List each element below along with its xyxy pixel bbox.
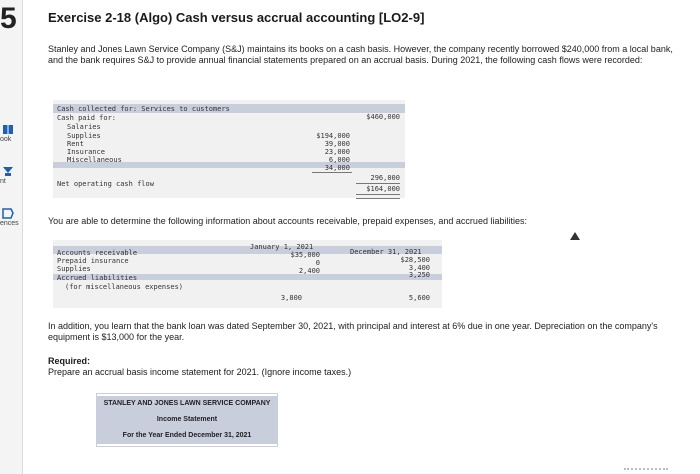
net-cash-value: $164,000 <box>366 185 400 193</box>
balance-jan: 0 <box>315 259 320 267</box>
cash-collected-label: Cash collected for: Services to customers <box>57 105 230 113</box>
balance-label: Supplies <box>57 265 91 273</box>
required-heading: Required: <box>48 356 91 366</box>
income-statement-header <box>96 393 278 447</box>
references-icon <box>2 208 14 219</box>
sidebar-item-label: ook <box>0 136 12 143</box>
exercise-title: Exercise 2-18 (Algo) Cash versus accrual accounting [LO2-9] <box>48 10 425 25</box>
net-cash-label: Net operating cash flow <box>57 180 154 188</box>
total-rule <box>356 183 400 184</box>
page-number: 5 <box>0 2 17 35</box>
expense-value: $194,000 <box>316 132 350 140</box>
subtotal-rule <box>312 172 352 173</box>
balance-dec: 3,400 <box>408 264 430 272</box>
expense-label: Rent <box>67 140 84 148</box>
scroll-indicator <box>624 468 668 472</box>
expense-label: Insurance <box>67 148 105 156</box>
double-rule <box>356 194 400 199</box>
balance-jan: $35,000 <box>290 251 320 259</box>
loan-paragraph: In addition, you learn that the bank loan was dated September 30, 2021, with principal and interest at 6% due in one year. Depreciation on the company's equipment is $13,000 for the year. <box>48 321 658 342</box>
info-paragraph: You are able to determine the following information about accounts receivable, prepaid expenses, and accrued liabilities: <box>48 216 527 226</box>
column-header-jan: January 1, 2021 <box>250 243 314 251</box>
cursor-icon <box>570 232 580 244</box>
statement-company: STANLEY AND JONES LAWN SERVICE COMPANY <box>97 396 277 412</box>
balance-jan: 3,800 <box>280 294 302 302</box>
column-header-dec: December 31, 2021 <box>350 248 422 256</box>
balance-label: Prepaid insurance <box>57 257 129 265</box>
cash-collected-value: $460,000 <box>366 113 400 121</box>
intro-paragraph: Stanley and Jones Lawn Service Company (S&J) maintains its books on a cash basis. However, the company recently borrowed $240,000 from a local bank, and the bank requires S&J to provide annual financial statements prepared on an accrual basis. During 2021, the following cash flows were recorded: <box>48 44 673 65</box>
expense-value: 34,000 <box>324 164 350 172</box>
balance-label: (for miscellaneous expenses) <box>65 283 184 291</box>
sidebar-item-ebook[interactable] <box>0 124 22 154</box>
expense-label: Salaries <box>67 123 101 131</box>
statement-name: Income Statement <box>97 412 277 428</box>
statement-period: For the Year Ended December 31, 2021 <box>97 428 277 444</box>
balance-label: Accounts receivable <box>57 249 138 257</box>
expense-value: 39,000 <box>324 140 350 148</box>
print-icon <box>2 166 14 177</box>
sidebar-item-label: nt <box>0 178 6 185</box>
expense-label: Supplies <box>67 132 101 140</box>
expense-value: 23,000 <box>324 148 350 156</box>
sidebar-item-print[interactable] <box>0 166 22 196</box>
balance-dec: $28,500 <box>400 256 430 264</box>
sidebar-item-references[interactable] <box>0 208 22 238</box>
balance-label: Accrued liabilities <box>57 274 138 282</box>
total-paid-value: 296,000 <box>370 174 400 182</box>
expense-label: Miscellaneous <box>67 156 122 164</box>
sidebar-item-label: ences <box>0 220 19 227</box>
cash-paid-label: Cash paid for: <box>57 114 117 122</box>
expense-value: 6,000 <box>328 156 350 164</box>
balance-dec: 3,250 <box>408 271 430 279</box>
book-icon <box>2 124 14 135</box>
balance-dec: 5,600 <box>408 294 430 302</box>
required-text: Prepare an accrual basis income statement for 2021. (Ignore income taxes.) <box>48 367 352 377</box>
balance-jan: 2,400 <box>298 267 320 275</box>
